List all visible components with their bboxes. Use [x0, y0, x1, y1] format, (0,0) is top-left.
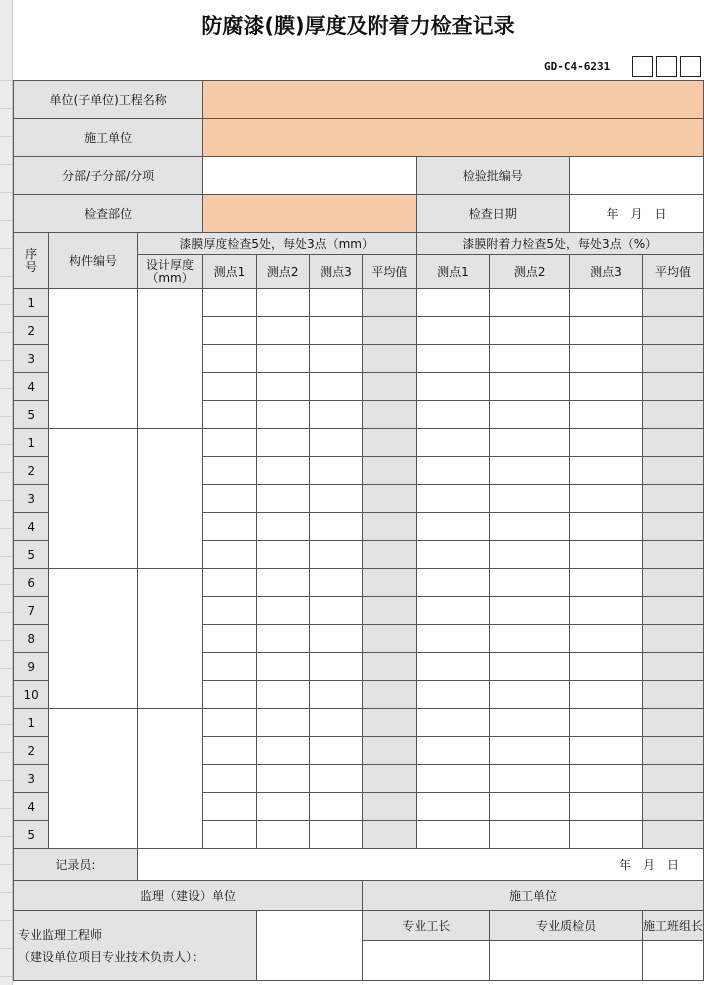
adhesion-average-cell [642, 653, 703, 681]
code-suffix-box-1[interactable] [632, 56, 653, 77]
foreman-label: 专业工长 [363, 911, 490, 941]
thickness-point1-cell[interactable] [203, 373, 256, 401]
row-seq: 4 [14, 793, 49, 821]
thickness-point1-cell[interactable] [203, 541, 256, 569]
thickness-point2-cell[interactable] [256, 569, 309, 597]
inspection-record-table [13, 80, 704, 981]
seq-header-text: 序号 [25, 246, 38, 274]
adhesion-point3-cell[interactable] [570, 513, 643, 541]
row-seq: 2 [14, 457, 49, 485]
thickness-point2-header: 测点2 [256, 255, 309, 289]
thickness-point3-cell[interactable] [309, 765, 362, 793]
thickness-point3-header: 测点3 [309, 255, 362, 289]
gutter-line [0, 164, 12, 165]
member-no-cell[interactable] [49, 709, 138, 849]
row-seq: 7 [14, 597, 49, 625]
adhesion-point2-cell[interactable] [490, 625, 570, 653]
adhesion-point3-cell[interactable] [570, 653, 643, 681]
adhesion-point2-cell[interactable] [490, 821, 570, 849]
adhesion-average-cell [642, 597, 703, 625]
gutter-line [0, 136, 12, 137]
adhesion-point2-cell[interactable] [490, 737, 570, 765]
adhesion-average-header: 平均值 [642, 255, 703, 289]
adhesion-point3-cell[interactable] [570, 737, 643, 765]
row-seq: 2 [14, 737, 49, 765]
thickness-point2-cell[interactable] [256, 793, 309, 821]
thickness-point3-cell[interactable] [309, 653, 362, 681]
thickness-point1-cell[interactable] [203, 765, 256, 793]
adhesion-point2-cell[interactable] [490, 317, 570, 345]
member-no-cell[interactable] [49, 429, 138, 569]
adhesion-point2-cell[interactable] [490, 765, 570, 793]
thickness-point2-cell[interactable] [256, 429, 309, 457]
gutter-line [0, 920, 12, 921]
row-seq: 2 [14, 317, 49, 345]
design-thickness-cell[interactable] [137, 289, 202, 429]
thickness-average-cell [363, 345, 416, 373]
inspection-part-field[interactable] [203, 195, 416, 233]
thickness-point1-cell[interactable] [203, 597, 256, 625]
member-no-cell[interactable] [49, 569, 138, 709]
adhesion-point2-cell[interactable] [490, 793, 570, 821]
thickness-point3-cell[interactable] [309, 457, 362, 485]
row-seq: 3 [14, 765, 49, 793]
thickness-point3-cell[interactable] [309, 289, 362, 317]
thickness-average-cell [363, 457, 416, 485]
adhesion-point1-cell[interactable] [416, 653, 490, 681]
adhesion-point1-cell[interactable] [416, 765, 490, 793]
row-seq: 4 [14, 513, 49, 541]
gutter-line [0, 360, 12, 361]
thickness-point3-cell[interactable] [309, 709, 362, 737]
gutter-line [0, 976, 12, 977]
thickness-point2-cell[interactable] [256, 681, 309, 709]
thickness-point1-cell[interactable] [203, 485, 256, 513]
adhesion-point3-cell[interactable] [570, 821, 643, 849]
batch-no-label: 检验批编号 [416, 157, 570, 195]
adhesion-point1-cell[interactable] [416, 401, 490, 429]
recorder-label: 记录员: [14, 849, 138, 881]
adhesion-point3-cell[interactable] [570, 625, 643, 653]
thickness-point1-cell[interactable] [203, 681, 256, 709]
thickness-point3-cell[interactable] [309, 541, 362, 569]
thickness-point2-cell[interactable] [256, 737, 309, 765]
row-seq: 8 [14, 625, 49, 653]
gutter-line [0, 640, 12, 641]
gutter-line [0, 668, 12, 669]
adhesion-average-cell [642, 709, 703, 737]
design-thickness-cell[interactable] [137, 429, 202, 569]
adhesion-point2-cell[interactable] [490, 345, 570, 373]
adhesion-point1-cell[interactable] [416, 457, 490, 485]
thickness-average-cell [363, 793, 416, 821]
gutter-line [0, 556, 12, 557]
thickness-point3-cell[interactable] [309, 597, 362, 625]
adhesion-point3-cell[interactable] [570, 373, 643, 401]
thickness-average-cell [363, 513, 416, 541]
code-suffix-box-3[interactable] [680, 56, 701, 77]
adhesion-point2-cell[interactable] [490, 709, 570, 737]
gutter-line [0, 304, 12, 305]
thickness-point3-cell[interactable] [309, 793, 362, 821]
thickness-point3-cell[interactable] [309, 625, 362, 653]
page-title: 防腐漆(膜)厚度及附着力检查记录 [201, 14, 515, 38]
member-no-header: 构件编号 [49, 233, 138, 289]
thickness-group-header: 漆膜厚度检查5处，每处3点（mm） [137, 233, 416, 255]
adhesion-average-cell [642, 485, 703, 513]
adhesion-point2-cell[interactable] [490, 681, 570, 709]
adhesion-average-cell [642, 793, 703, 821]
adhesion-point1-cell[interactable] [416, 625, 490, 653]
adhesion-point1-cell[interactable] [416, 513, 490, 541]
engineer-label-line1: 专业监理工程师 [18, 927, 103, 942]
thickness-point3-cell[interactable] [309, 373, 362, 401]
adhesion-point1-header: 测点1 [416, 255, 490, 289]
adhesion-average-cell [642, 625, 703, 653]
adhesion-point3-cell[interactable] [570, 429, 643, 457]
table-row [14, 289, 704, 317]
adhesion-point1-cell[interactable] [416, 709, 490, 737]
thickness-point2-cell[interactable] [256, 485, 309, 513]
adhesion-point3-cell[interactable] [570, 345, 643, 373]
thickness-average-cell [363, 429, 416, 457]
gutter-line [0, 192, 12, 193]
thickness-point3-cell[interactable] [309, 569, 362, 597]
thickness-average-cell [363, 541, 416, 569]
adhesion-point3-cell[interactable] [570, 765, 643, 793]
row-seq: 4 [14, 373, 49, 401]
adhesion-group-header: 漆膜附着力检查5处，每处3点（%） [416, 233, 703, 255]
adhesion-point3-cell[interactable] [570, 569, 643, 597]
row-seq: 5 [14, 401, 49, 429]
supervision-signature-field[interactable] [256, 911, 363, 981]
member-no-cell[interactable] [49, 289, 138, 429]
thickness-point1-cell[interactable] [203, 513, 256, 541]
adhesion-average-cell [642, 373, 703, 401]
thickness-point1-cell[interactable] [203, 793, 256, 821]
thickness-point1-cell[interactable] [203, 737, 256, 765]
gutter-line [0, 892, 12, 893]
thickness-average-cell [363, 821, 416, 849]
inspection-date-field[interactable]: 年 月 日 [570, 195, 704, 233]
thickness-point1-header: 测点1 [203, 255, 256, 289]
thickness-point3-cell[interactable] [309, 737, 362, 765]
adhesion-point2-cell[interactable] [490, 513, 570, 541]
adhesion-point2-cell[interactable] [490, 429, 570, 457]
row-seq: 3 [14, 485, 49, 513]
adhesion-point3-cell[interactable] [570, 289, 643, 317]
adhesion-average-cell [642, 765, 703, 793]
thickness-average-cell [363, 569, 416, 597]
thickness-average-cell [363, 373, 416, 401]
gutter-line [0, 752, 12, 753]
thickness-point2-cell[interactable] [256, 345, 309, 373]
gutter-line [0, 276, 12, 277]
row-seq: 1 [14, 289, 49, 317]
design-thickness-header: 设计厚度（mm） [137, 255, 202, 289]
adhesion-point3-cell[interactable] [570, 317, 643, 345]
thickness-point2-cell[interactable] [256, 625, 309, 653]
thickness-point2-cell[interactable] [256, 709, 309, 737]
division-label: 分部/子分部/分项 [14, 157, 203, 195]
construction-unit-label: 施工单位 [14, 119, 203, 157]
gutter-line [0, 948, 12, 949]
thickness-point3-cell[interactable] [309, 401, 362, 429]
adhesion-point1-cell[interactable] [416, 485, 490, 513]
thickness-point2-cell[interactable] [256, 653, 309, 681]
table-row [14, 709, 704, 737]
adhesion-point2-cell[interactable] [490, 597, 570, 625]
thickness-point2-cell[interactable] [256, 541, 309, 569]
adhesion-point1-cell[interactable] [416, 681, 490, 709]
adhesion-average-cell [642, 681, 703, 709]
recorder-date[interactable]: 年 月 日 [137, 849, 703, 881]
gutter-line [0, 472, 12, 473]
adhesion-point1-cell[interactable] [416, 597, 490, 625]
adhesion-average-cell [642, 513, 703, 541]
row-seq: 10 [14, 681, 49, 709]
team-leader-label: 施工班组长 [642, 911, 703, 941]
row-seq: 6 [14, 569, 49, 597]
thickness-point1-cell[interactable] [203, 653, 256, 681]
adhesion-point3-cell[interactable] [570, 709, 643, 737]
project-name-field[interactable] [203, 81, 704, 119]
thickness-point1-cell[interactable] [203, 709, 256, 737]
table-row [14, 569, 704, 597]
thickness-point1-cell[interactable] [203, 401, 256, 429]
adhesion-point2-header: 测点2 [490, 255, 570, 289]
adhesion-point2-cell[interactable] [490, 541, 570, 569]
gutter-line [0, 528, 12, 529]
adhesion-point3-header: 测点3 [570, 255, 643, 289]
adhesion-average-cell [642, 541, 703, 569]
adhesion-point2-cell[interactable] [490, 401, 570, 429]
adhesion-point3-cell[interactable] [570, 401, 643, 429]
adhesion-point2-cell[interactable] [490, 485, 570, 513]
row-seq: 5 [14, 541, 49, 569]
thickness-point2-cell[interactable] [256, 373, 309, 401]
thickness-average-cell [363, 737, 416, 765]
gutter-line [0, 836, 12, 837]
gutter-line [0, 612, 12, 613]
adhesion-average-cell [642, 429, 703, 457]
gutter-line [0, 724, 12, 725]
adhesion-point3-cell[interactable] [570, 793, 643, 821]
design-thickness-cell[interactable] [137, 569, 202, 709]
adhesion-point1-cell[interactable] [416, 429, 490, 457]
row-header-gutter [0, 0, 13, 985]
adhesion-point3-cell[interactable] [570, 597, 643, 625]
adhesion-average-cell [642, 569, 703, 597]
thickness-point3-cell[interactable] [309, 681, 362, 709]
adhesion-point1-cell[interactable] [416, 373, 490, 401]
gutter-line [0, 780, 12, 781]
adhesion-point2-cell[interactable] [490, 653, 570, 681]
thickness-point2-cell[interactable] [256, 457, 309, 485]
adhesion-point1-cell[interactable] [416, 289, 490, 317]
adhesion-point3-cell[interactable] [570, 681, 643, 709]
thickness-point3-cell[interactable] [309, 513, 362, 541]
thickness-point2-cell[interactable] [256, 401, 309, 429]
thickness-average-cell [363, 317, 416, 345]
thickness-average-cell [363, 681, 416, 709]
thickness-point2-cell[interactable] [256, 821, 309, 849]
adhesion-average-cell [642, 401, 703, 429]
adhesion-point2-cell[interactable] [490, 569, 570, 597]
thickness-average-cell [363, 653, 416, 681]
qc-inspector-signature-field[interactable] [490, 941, 643, 981]
foreman-signature-field[interactable] [363, 941, 490, 981]
gutter-line [0, 332, 12, 333]
thickness-average-cell [363, 485, 416, 513]
inspection-date-label: 检查日期 [416, 195, 570, 233]
project-name-label: 单位(子单位)工程名称 [14, 81, 203, 119]
adhesion-average-cell [642, 737, 703, 765]
adhesion-average-cell [642, 345, 703, 373]
code-suffix-box-2[interactable] [656, 56, 677, 77]
thickness-average-cell [363, 597, 416, 625]
qc-inspector-label: 专业质检员 [490, 911, 643, 941]
gutter-line [0, 108, 12, 109]
division-field[interactable] [203, 157, 416, 195]
adhesion-point3-cell[interactable] [570, 457, 643, 485]
gutter-line [0, 584, 12, 585]
gutter-line [0, 248, 12, 249]
thickness-point2-cell[interactable] [256, 317, 309, 345]
gutter-line [0, 444, 12, 445]
team-leader-signature-field[interactable] [642, 941, 703, 981]
gutter-line [0, 416, 12, 417]
inspection-part-label: 检查部位 [14, 195, 203, 233]
design-thickness-cell[interactable] [137, 709, 202, 849]
adhesion-average-cell [642, 457, 703, 485]
adhesion-average-cell [642, 317, 703, 345]
row-seq: 9 [14, 653, 49, 681]
thickness-average-cell [363, 765, 416, 793]
adhesion-point1-cell[interactable] [416, 541, 490, 569]
adhesion-point1-cell[interactable] [416, 737, 490, 765]
adhesion-point2-cell[interactable] [490, 289, 570, 317]
thickness-point3-cell[interactable] [309, 317, 362, 345]
thickness-point1-cell[interactable] [203, 821, 256, 849]
gutter-line [0, 864, 12, 865]
gutter-line [0, 80, 12, 81]
thickness-average-cell [363, 289, 416, 317]
row-seq: 1 [14, 429, 49, 457]
gutter-line [0, 500, 12, 501]
gutter-line [0, 808, 12, 809]
adhesion-point1-cell[interactable] [416, 793, 490, 821]
thickness-point3-cell[interactable] [309, 345, 362, 373]
row-seq: 3 [14, 345, 49, 373]
thickness-point3-cell[interactable] [309, 485, 362, 513]
thickness-point1-cell[interactable] [203, 317, 256, 345]
row-seq: 5 [14, 821, 49, 849]
row-seq: 1 [14, 709, 49, 737]
batch-no-field[interactable] [570, 157, 704, 195]
thickness-average-cell [363, 709, 416, 737]
construction-unit-field[interactable] [203, 119, 704, 157]
thickness-point2-cell[interactable] [256, 597, 309, 625]
adhesion-point1-cell[interactable] [416, 569, 490, 597]
adhesion-point3-cell[interactable] [570, 485, 643, 513]
thickness-point3-cell[interactable] [309, 429, 362, 457]
thickness-point1-cell[interactable] [203, 289, 256, 317]
engineer-label-line2: （建设单位项目专业技术负责人）： [18, 949, 205, 964]
thickness-point1-cell[interactable] [203, 625, 256, 653]
gutter-line [0, 696, 12, 697]
adhesion-point1-cell[interactable] [416, 345, 490, 373]
thickness-point3-cell[interactable] [309, 821, 362, 849]
construction-unit-header: 施工单位 [363, 881, 704, 911]
gutter-line [0, 220, 12, 221]
form-code: GD-C4-6231 [544, 60, 611, 73]
seq-header [14, 233, 49, 289]
adhesion-point2-cell[interactable] [490, 373, 570, 401]
adhesion-point3-cell[interactable] [570, 541, 643, 569]
gutter-line [0, 388, 12, 389]
supervision-engineer-label [14, 911, 257, 981]
adhesion-point1-cell[interactable] [416, 317, 490, 345]
thickness-average-cell [363, 401, 416, 429]
supervision-unit-header: 监理（建设）单位 [14, 881, 363, 911]
adhesion-average-cell [642, 821, 703, 849]
thickness-point2-cell[interactable] [256, 765, 309, 793]
thickness-point1-cell[interactable] [203, 345, 256, 373]
thickness-point1-cell[interactable] [203, 457, 256, 485]
adhesion-point2-cell[interactable] [490, 457, 570, 485]
adhesion-point1-cell[interactable] [416, 821, 490, 849]
table-row [14, 429, 704, 457]
thickness-point2-cell[interactable] [256, 513, 309, 541]
thickness-point1-cell[interactable] [203, 569, 256, 597]
thickness-point1-cell[interactable] [203, 429, 256, 457]
thickness-point2-cell[interactable] [256, 289, 309, 317]
thickness-average-cell [363, 625, 416, 653]
thickness-average-header: 平均值 [363, 255, 416, 289]
adhesion-average-cell [642, 289, 703, 317]
